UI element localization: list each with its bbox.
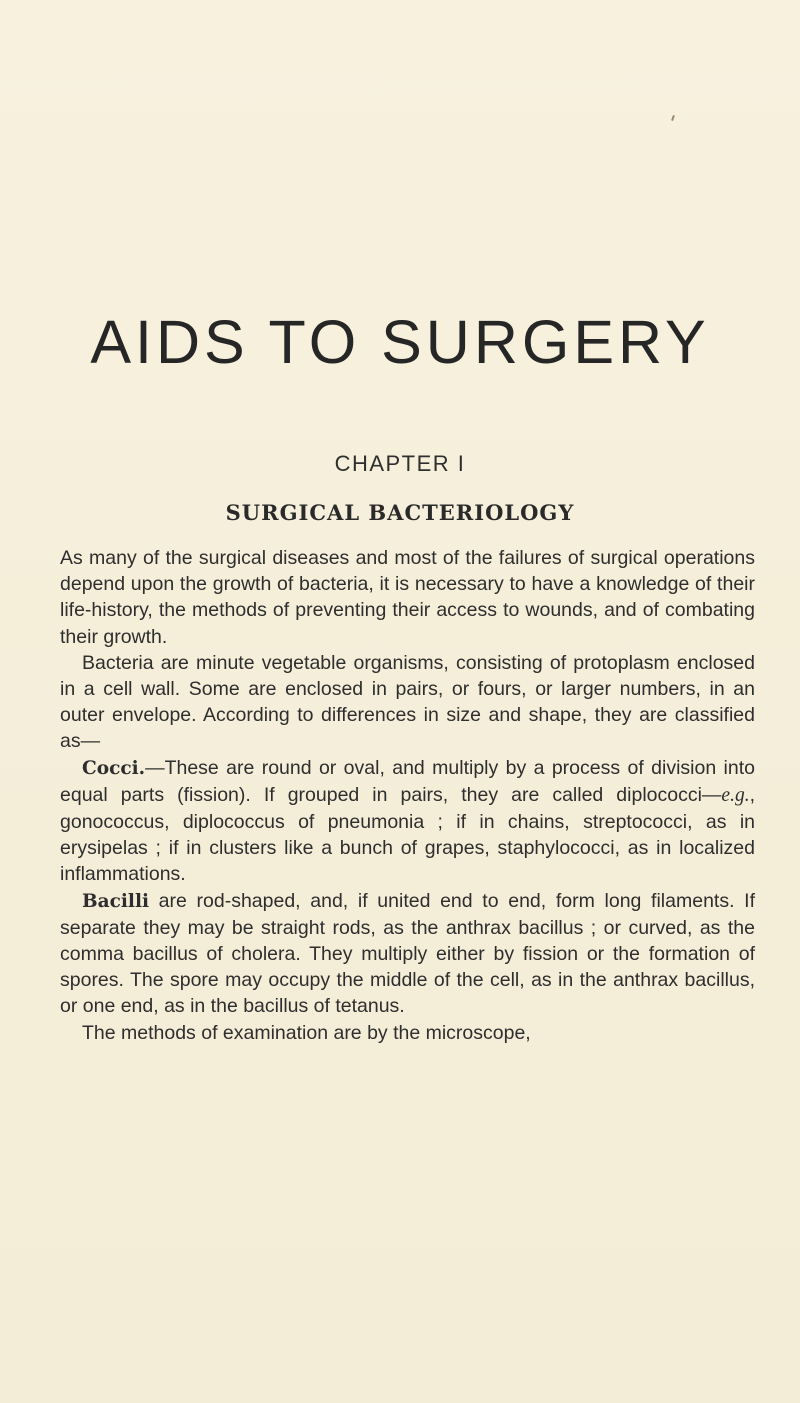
paragraph-intro: As many of the surgical diseases and most of the failures of surgical operations depend upon the growth of bacteria, it is necessary to have a knowledge of their life-history, the methods of preventing their access to wounds, and of combating their growth. [60, 547, 755, 648]
chapter-body [60, 545, 755, 1046]
book-title: AIDS TO SURGERY [90, 308, 710, 376]
paragraph-methods: The methods of examination are by the microscope, [82, 1021, 531, 1044]
paragraph-cocci [60, 755, 755, 888]
paragraph-cocci-text-b: , gonococcus, diplococcus of pneumonia ; if in chains, streptococci, as in erysipelas ; if in clusters like a bunch of grapes, staphylococci, as in localized inflammations. [60, 783, 755, 886]
paragraph-bacilli [60, 888, 755, 1020]
paper-speck [671, 115, 675, 121]
term-bacilli: Bacilli [82, 890, 149, 912]
paragraph-bacilli-text: are rod-shaped, and, if united end to end, form long filaments. If separate they may be straight rods, as the anthrax bacillus ; or curved, as the comma bacillus of cholera. They multiply either by fission or the formation of spores. The spore may occupy the middle of the cell, as in the anthrax bacillus, or one end, as in the bacillus of tetanus. [60, 889, 755, 1018]
paragraph-cocci-text-a: —These are round or oval, and multiply by a process of division into equal parts (fission). If grouped in pairs, they are called diplococci— [60, 756, 755, 806]
chapter-label: CHAPTER I [334, 451, 466, 476]
paragraph-cocci-eg: e.g. [721, 784, 750, 806]
chapter-title: SURGICAL BACTERIOLOGY [225, 500, 575, 525]
paragraph-bacteria: Bacteria are minute vegetable organisms, consisting of protoplasm enclosed in a cell wall. Some are enclosed in pairs, or fours, or larger numbers, in an outer envelope. According to differences in size and shape, they are classified as— [60, 651, 755, 753]
term-cocci: Cocci. [82, 757, 146, 779]
